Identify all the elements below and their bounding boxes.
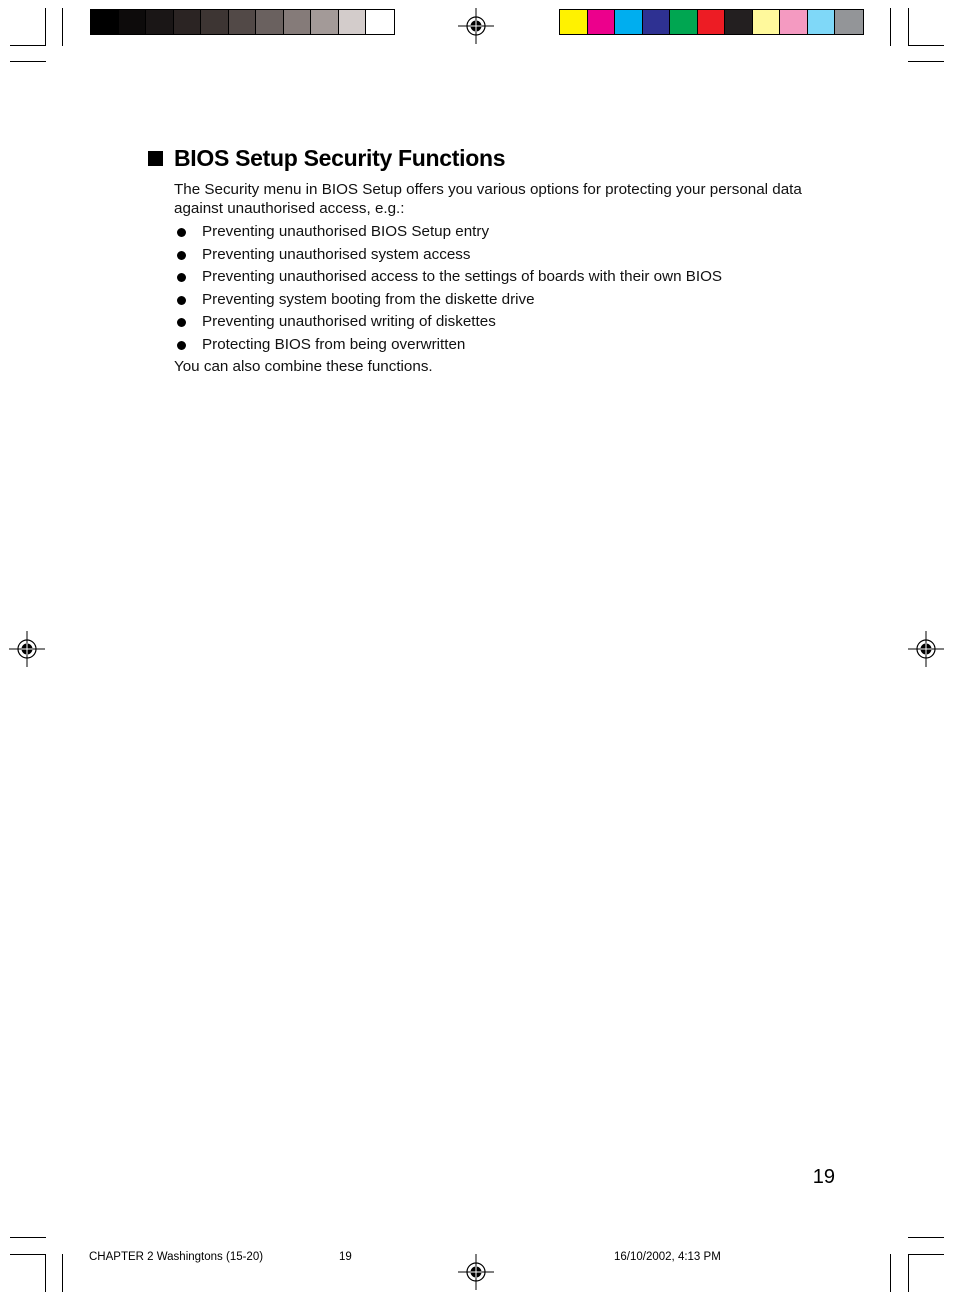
bullet-dot-icon xyxy=(177,273,186,282)
crop-mark xyxy=(908,8,909,46)
bullet-dot-icon xyxy=(177,296,186,305)
list-item-text: Preventing unauthorised access to the settings of boards with their own BIOS xyxy=(202,268,723,285)
bullet-dot-icon xyxy=(177,251,186,260)
list-item-text: Preventing unauthorised writing of diskettes xyxy=(202,313,496,330)
page-title: BIOS Setup Security Functions xyxy=(174,145,506,171)
list-item xyxy=(174,289,854,312)
crop-mark xyxy=(908,61,944,62)
crop-mark xyxy=(10,61,46,62)
crop-mark xyxy=(10,45,46,46)
list-item xyxy=(174,334,854,357)
registration-mark-icon xyxy=(908,631,944,667)
color-swatch xyxy=(588,10,616,34)
bullet-dot-icon xyxy=(177,341,186,350)
crop-mark xyxy=(10,1237,46,1238)
section-heading xyxy=(148,145,505,172)
color-swatch xyxy=(201,10,229,34)
registration-mark-icon xyxy=(458,8,494,44)
crop-mark xyxy=(45,1254,46,1292)
footer-page-number: 19 xyxy=(339,1251,352,1263)
list-item xyxy=(174,221,854,244)
list-item xyxy=(174,266,854,289)
footer-timestamp: 16/10/2002, 4:13 PM xyxy=(614,1251,721,1263)
crop-mark xyxy=(908,1237,944,1238)
registration-mark-icon xyxy=(9,631,45,667)
color-swatch xyxy=(835,10,863,34)
color-swatch xyxy=(643,10,671,34)
section-body xyxy=(174,180,854,376)
crop-mark xyxy=(908,45,944,46)
color-swatch xyxy=(284,10,312,34)
crop-mark xyxy=(908,1254,909,1292)
list-item-text: Preventing system booting from the diskette drive xyxy=(202,290,535,308)
color-swatch xyxy=(91,10,119,34)
crop-mark xyxy=(890,8,891,46)
bullet-dot-icon xyxy=(177,318,186,327)
color-swatch xyxy=(615,10,643,34)
color-swatch xyxy=(753,10,781,34)
square-bullet-icon xyxy=(148,151,163,166)
list-item-text: Preventing unauthorised system access xyxy=(202,245,471,263)
color-swatch xyxy=(146,10,174,34)
security-options-list xyxy=(174,221,854,356)
crop-mark xyxy=(890,1254,891,1292)
color-swatch xyxy=(339,10,367,34)
list-item xyxy=(174,244,854,267)
color-swatch xyxy=(808,10,836,34)
color-swatch xyxy=(311,10,339,34)
intro-paragraph: The Security menu in BIOS Setup offers you various options for protecting your personal data against unauthorised access, e.g.: xyxy=(174,181,802,217)
registration-mark-icon xyxy=(458,1254,494,1290)
color-swatch xyxy=(119,10,147,34)
color-swatch xyxy=(560,10,588,34)
footer-file-name: CHAPTER 2 Washingtons (15-20) xyxy=(89,1251,264,1263)
color-swatch xyxy=(256,10,284,34)
crop-mark xyxy=(908,1254,944,1255)
crop-mark xyxy=(62,8,63,46)
bullet-dot-icon xyxy=(177,228,186,237)
color-swatch xyxy=(366,10,394,34)
crop-mark xyxy=(62,1254,63,1292)
grayscale-color-bar xyxy=(90,9,395,35)
color-swatch xyxy=(670,10,698,34)
color-swatch xyxy=(229,10,257,34)
list-item xyxy=(174,311,854,334)
color-swatch xyxy=(174,10,202,34)
crop-mark xyxy=(45,8,46,46)
list-item-text: Preventing unauthorised BIOS Setup entry xyxy=(202,223,490,240)
crop-mark xyxy=(10,1254,46,1255)
list-item-text: Protecting BIOS from being overwritten xyxy=(202,335,466,353)
process-color-bar xyxy=(559,9,864,35)
closing-paragraph: You can also combine these functions. xyxy=(174,358,433,375)
page-number: 19 xyxy=(812,1166,835,1188)
color-swatch xyxy=(780,10,808,34)
color-swatch xyxy=(698,10,726,34)
color-swatch xyxy=(725,10,753,34)
